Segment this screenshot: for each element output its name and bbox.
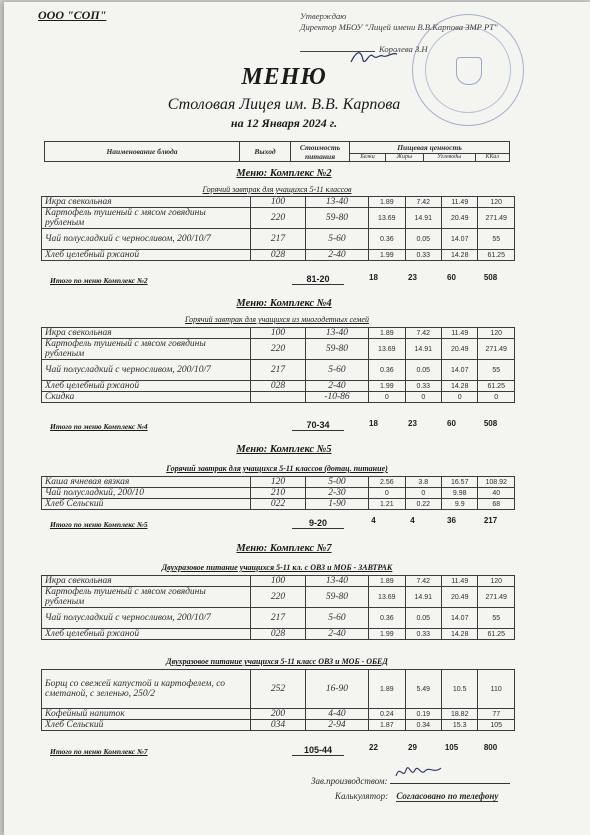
dish-yield: 252: [251, 670, 306, 709]
dish-carbs: 20.49: [442, 587, 478, 608]
table-row: [42, 608, 515, 629]
dish-yield: 028: [251, 629, 306, 640]
dish-price: 13-40: [305, 576, 368, 587]
dish-price: 2-40: [305, 381, 368, 392]
dish-name: Хлеб Сельский: [42, 499, 251, 510]
total-fat: 23: [408, 273, 417, 282]
total-price: 105-44: [292, 745, 344, 756]
dish-carbs: 14.07: [442, 608, 478, 629]
dish-kcal: 120: [478, 328, 515, 339]
dish-carbs: 14.07: [442, 229, 478, 250]
section-subtitle: Горячий завтрак для учащихся из многодетных семей: [185, 315, 369, 324]
section-title: Меню: Комплекс №4: [236, 298, 332, 309]
table-row: [42, 587, 515, 608]
dish-carbs: 11.49: [442, 197, 478, 208]
dish-kcal: 108.92: [478, 477, 515, 488]
table-row: [42, 250, 515, 261]
dish-price: 4-40: [305, 709, 368, 720]
dish-name: Хлеб целебный ржаной: [42, 381, 251, 392]
dish-carbs: 9.9: [442, 499, 478, 510]
dish-protein: 0.36: [369, 608, 405, 629]
dish-fat: 0.33: [405, 381, 441, 392]
total-fat: 29: [408, 743, 417, 752]
dish-name: Борщ со свежей капустой и картофелем, со сметаной, с зеленью, 250/2: [42, 670, 251, 709]
dish-fat: 14.91: [405, 587, 441, 608]
header-name: Наименование блюда: [45, 142, 240, 162]
dish-name: Картофель тушеный с мясом говядины рубленым: [42, 587, 251, 608]
menu-table: [41, 476, 515, 510]
dish-fat: 0.05: [405, 608, 441, 629]
section-subtitle: Двухразовое питание учащихся 5-11 кл. с ОВЗ и МОБ - ЗАВТРАК: [161, 563, 393, 572]
table-row: [42, 197, 515, 208]
dish-protein: 0.24: [369, 709, 405, 720]
production-signature-line: [390, 771, 510, 784]
dish-price: 2-40: [305, 629, 368, 640]
dish-kcal: 55: [478, 229, 515, 250]
dish-fat: 0.22: [405, 499, 441, 510]
dish-kcal: 55: [478, 360, 515, 381]
table-row: [42, 392, 515, 403]
dish-price: 5-60: [305, 360, 368, 381]
dish-protein: 1.99: [369, 250, 405, 261]
dish-carbs: 14.28: [442, 381, 478, 392]
dish-name: Икра свекольная: [42, 576, 251, 587]
header-protein: Белки: [350, 153, 386, 161]
dish-protein: 1.89: [369, 576, 405, 587]
calculator-row: [335, 791, 498, 802]
dish-protein: 1.89: [369, 328, 405, 339]
dish-carbs: 14.28: [442, 250, 478, 261]
section-subtitle: Горячий завтрак для учащихся 5-11 классов (дотац. питание): [166, 464, 388, 473]
dish-kcal: 55: [478, 608, 515, 629]
dish-kcal: 271.49: [478, 208, 515, 229]
dish-kcal: 61.25: [478, 629, 515, 640]
dish-yield: 022: [251, 499, 306, 510]
dish-yield: 220: [251, 208, 306, 229]
menu-table: [41, 196, 515, 261]
dish-fat: 0.33: [405, 629, 441, 640]
total-kcal: 508: [483, 419, 498, 428]
dish-protein: 1.21: [369, 499, 405, 510]
table-row: [42, 670, 515, 709]
dish-yield: 217: [251, 229, 306, 250]
menu-document: [4, 2, 590, 835]
dish-yield: 028: [251, 250, 306, 261]
table-row: [42, 360, 515, 381]
dish-yield: 217: [251, 360, 306, 381]
dish-kcal: 61.25: [478, 250, 515, 261]
dish-fat: 0.19: [405, 709, 441, 720]
table-row: [42, 328, 515, 339]
dish-protein: 1.99: [369, 629, 405, 640]
table-row: [42, 488, 515, 499]
column-header-table: [44, 141, 510, 162]
dish-fat: 14.91: [405, 339, 441, 360]
organization-name: ООО "СОП": [38, 8, 107, 22]
total-label: Итого по меню Комплекс №5: [50, 520, 148, 529]
section-subtitle: Горячий завтрак для учащихся 5-11 классов: [202, 185, 352, 194]
dish-protein: 1.87: [369, 720, 405, 731]
dish-name: Хлеб целебный ржаной: [42, 250, 251, 261]
total-price: 70-34: [292, 420, 344, 431]
approval-line2: Директор МБОУ "Лицей имени В.В.Карпова ЗМР РТ": [300, 21, 498, 32]
dish-yield: [251, 392, 306, 403]
header-kcal: ККал: [475, 153, 509, 161]
dish-protein: 0.36: [369, 229, 405, 250]
table-row: [42, 339, 515, 360]
section-title: Меню: Комплекс №7: [236, 543, 332, 554]
dish-kcal: 61.25: [478, 381, 515, 392]
table-row: [42, 381, 515, 392]
dish-price: 59-80: [305, 587, 368, 608]
dish-protein: 0: [369, 392, 405, 403]
dish-kcal: 68: [478, 499, 515, 510]
dish-price: -10-86: [305, 392, 368, 403]
dish-yield: 220: [251, 587, 306, 608]
dish-name: Скидка: [42, 392, 251, 403]
dish-kcal: 0: [478, 392, 515, 403]
dish-name: Хлеб Сельский: [42, 720, 251, 731]
table-row: [42, 229, 515, 250]
total-label: Итого по меню Комплекс №2: [50, 276, 148, 285]
dish-carbs: 10.5: [442, 670, 478, 709]
production-manager-row: [311, 771, 510, 786]
table-row: [42, 499, 515, 510]
dish-yield: 217: [251, 608, 306, 629]
calculator-label: Калькулятор:: [335, 791, 389, 801]
dish-price: 59-80: [305, 339, 368, 360]
dish-protein: 13.69: [369, 208, 405, 229]
dish-price: 13-40: [305, 197, 368, 208]
dish-fat: 0: [405, 488, 441, 499]
approval-block: [300, 11, 530, 55]
dish-carbs: 14.28: [442, 629, 478, 640]
dish-price: 2-94: [305, 720, 368, 731]
dish-price: 59-80: [305, 208, 368, 229]
dish-price: 2-40: [305, 250, 368, 261]
header-fat: Жиры: [385, 153, 423, 161]
dish-protein: 1.89: [369, 670, 405, 709]
dish-fat: 0.05: [405, 360, 441, 381]
total-carbs: 105: [444, 743, 459, 752]
header-yield: Выход: [240, 142, 291, 162]
table-row: [42, 720, 515, 731]
dish-price: 13-40: [305, 328, 368, 339]
total-label: Итого по меню Комплекс №7: [50, 747, 148, 756]
dish-price: 1-90: [305, 499, 368, 510]
dish-protein: 1.99: [369, 381, 405, 392]
dish-fat: 14.91: [405, 208, 441, 229]
menu-table: [41, 327, 515, 403]
dish-fat: 0.33: [405, 250, 441, 261]
total-carbs: 60: [447, 419, 456, 428]
dish-kcal: 120: [478, 576, 515, 587]
dish-price: 2-30: [305, 488, 368, 499]
header-nutrition: Пищевая ценность: [350, 142, 510, 154]
dish-name: Хлеб целебный ржаной: [42, 629, 251, 640]
section-title: Меню: Комплекс №2: [236, 168, 332, 179]
dish-yield: 210: [251, 488, 306, 499]
total-fat: 23: [408, 419, 417, 428]
dish-fat: 5.49: [405, 670, 441, 709]
total-protein: 22: [369, 743, 378, 752]
dish-carbs: 18.82: [442, 709, 478, 720]
dish-name: Икра свекольная: [42, 197, 251, 208]
menu-table-lunch: [41, 669, 515, 731]
dish-price: 5-60: [305, 608, 368, 629]
table-row: [42, 576, 515, 587]
dish-price: 5-60: [305, 229, 368, 250]
dish-protein: 13.69: [369, 587, 405, 608]
dish-name: Каша ячневая вязкая: [42, 477, 251, 488]
total-kcal: 508: [483, 273, 498, 282]
dish-name: Чай полусладкий с черносливом, 200/10/7: [42, 608, 251, 629]
canteen-name: Столовая Лицея им. В.В. Карпова: [167, 96, 401, 113]
dish-carbs: 15.3: [442, 720, 478, 731]
total-protein: 4: [371, 516, 376, 525]
dish-yield: 028: [251, 381, 306, 392]
dish-yield: 120: [251, 477, 306, 488]
dish-price: 5-00: [305, 477, 368, 488]
dish-yield: 100: [251, 197, 306, 208]
section-subtitle-lunch: Двухразовое питание учащихся 5-11 класс ОВЗ и МОБ - ОБЕД: [166, 657, 388, 666]
calculator-value: Согласовано по телефону: [396, 791, 499, 801]
header-carbs: Углеводы: [423, 153, 475, 161]
approval-signer: Королева З.Н: [379, 44, 428, 54]
total-label: Итого по меню Комплекс №4: [50, 422, 148, 431]
dish-kcal: 105: [478, 720, 515, 731]
dish-name: Чай полусладкий, 200/10: [42, 488, 251, 499]
table-row: [42, 709, 515, 720]
dish-name: Чай полусладкий с черносливом, 200/10/7: [42, 360, 251, 381]
dish-kcal: 271.49: [478, 339, 515, 360]
dish-carbs: 20.49: [442, 339, 478, 360]
menu-table: [41, 575, 515, 640]
dish-price: 16-90: [305, 670, 368, 709]
total-protein: 18: [369, 273, 378, 282]
dish-fat: 0.34: [405, 720, 441, 731]
dish-yield: 220: [251, 339, 306, 360]
dish-kcal: 271.49: [478, 587, 515, 608]
dish-fat: 7.42: [405, 328, 441, 339]
dish-protein: 0: [369, 488, 405, 499]
dish-name: Картофель тушеный с мясом говядины рубленым: [42, 208, 251, 229]
dish-protein: 1.89: [369, 197, 405, 208]
total-protein: 18: [369, 419, 378, 428]
total-carbs: 36: [447, 516, 456, 525]
dish-fat: 7.42: [405, 576, 441, 587]
dish-yield: 034: [251, 720, 306, 731]
dish-fat: 7.42: [405, 197, 441, 208]
dish-carbs: 20.49: [442, 208, 478, 229]
dish-fat: 3.8: [405, 477, 441, 488]
dish-protein: 0.36: [369, 360, 405, 381]
table-row: [42, 477, 515, 488]
dish-yield: 100: [251, 328, 306, 339]
total-kcal: 217: [483, 516, 498, 525]
dish-kcal: 77: [478, 709, 515, 720]
dish-name: Чай полусладкий с черносливом, 200/10/7: [42, 229, 251, 250]
dish-carbs: 14.07: [442, 360, 478, 381]
dish-name: Картофель тушеный с мясом говядины рубленым: [42, 339, 251, 360]
production-manager-label: Зав.производством:: [311, 776, 388, 786]
production-signature-icon: [394, 762, 444, 782]
dish-protein: 13.69: [369, 339, 405, 360]
dish-fat: 0: [405, 392, 441, 403]
table-row: [42, 629, 515, 640]
section-title: Меню: Комплекс №5: [236, 444, 332, 455]
table-row: [42, 208, 515, 229]
dish-kcal: 110: [478, 670, 515, 709]
total-kcal: 800: [483, 743, 498, 752]
total-price: 81-20: [292, 274, 344, 285]
menu-date: на 12 Января 2024 г.: [230, 116, 338, 130]
dish-name: Кофейный напиток: [42, 709, 251, 720]
dish-kcal: 120: [478, 197, 515, 208]
dish-fat: 0.05: [405, 229, 441, 250]
dish-yield: 200: [251, 709, 306, 720]
dish-name: Икра свекольная: [42, 328, 251, 339]
dish-carbs: 11.49: [442, 328, 478, 339]
total-carbs: 60: [447, 273, 456, 282]
approval-line1: Утверждаю: [300, 11, 347, 21]
menu-title: МЕНЮ: [241, 64, 327, 90]
dish-carbs: 16.57: [442, 477, 478, 488]
header-price: Стоимость питания: [291, 142, 350, 162]
total-price: 9-20: [292, 518, 344, 529]
dish-protein: 2.56: [369, 477, 405, 488]
dish-kcal: 40: [478, 488, 515, 499]
dish-yield: 100: [251, 576, 306, 587]
dish-carbs: 0: [442, 392, 478, 403]
dish-carbs: 11.49: [442, 576, 478, 587]
dish-carbs: 9.98: [442, 488, 478, 499]
total-fat: 4: [410, 516, 415, 525]
